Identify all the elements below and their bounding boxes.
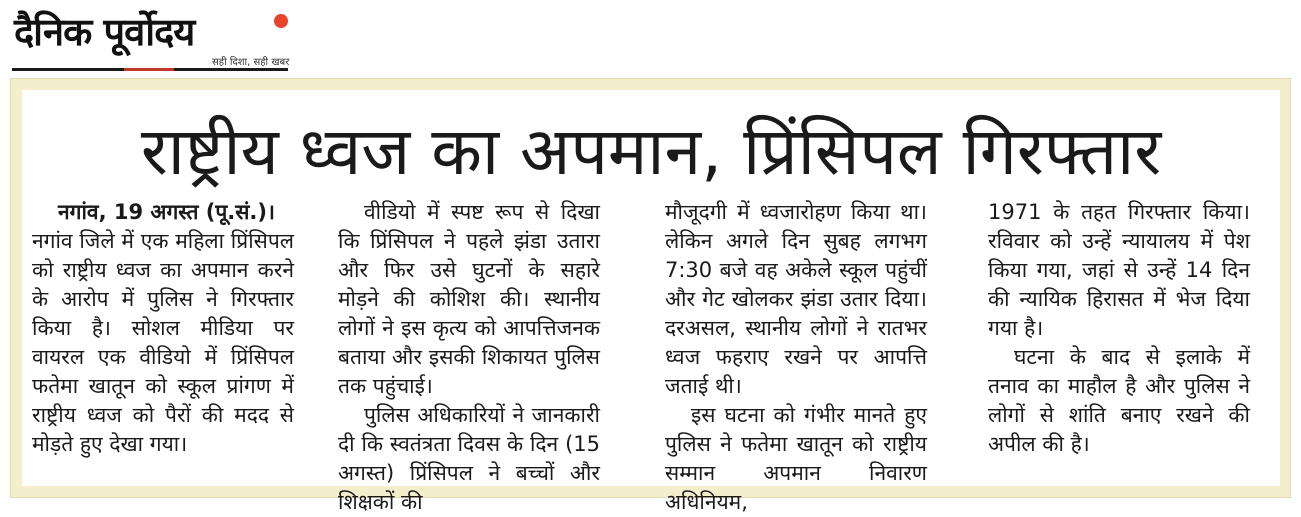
- article-headline: राष्ट्रीय ध्वज का अपमान, प्रिंसिपल गिरफ्तार: [140, 113, 1162, 190]
- article-paragraph: [32, 198, 294, 227]
- article-paragraph: घटना के बाद से इलाके में तनाव का माहौल है और पुलिस ने लोगों से शांति बनाए रखने की अपील की है।: [988, 345, 1250, 456]
- article-paragraph: 1971 के तहत गिरफ्तार किया। रविवार को उन्हें न्यायालय में पेश किया गया, जहां से उन्हें 14 दिन की न्यायिक हिरासत में भेज दिया गया है।: [988, 200, 1250, 340]
- article-column-2: [338, 198, 600, 517]
- article-paragraph: वीडियो में स्पष्ट रूप से दिखा कि प्रिंसिपल ने पहले झंडा उतारा और फिर उसे घुटनों के सहारे मोड़ने की कोशिश की। स्थानीय लोगों ने इस कृत्य को आपत्तिजनक बताया और इसकी शिकायत पुलिस तक पहुंचाई।: [338, 200, 600, 398]
- article-paragraph: पुलिस अधिकारियों ने जानकारी दी कि स्वतंत्रता दिवस के दिन (15 अगस्त) प्रिंसिपल ने बच्चों और शिक्षकों की: [338, 403, 600, 514]
- article-paragraph: इस घटना को गंभीर मानते हुए पुलिस ने फतेमा खातून को राष्ट्रीय सम्मान अपमान निवारण अधिनियम,: [665, 403, 927, 514]
- masthead: [12, 4, 288, 72]
- tagline: सही दिशा, सही खबर: [212, 57, 290, 68]
- dateline: नगांव, 19 अगस्त (पू.सं.)।: [58, 200, 275, 224]
- article-column-4: [988, 198, 1250, 459]
- article-card: [22, 90, 1280, 514]
- logo-dot-icon: [274, 14, 288, 28]
- newspaper-logo: दैनिक पूर्वोदय: [14, 10, 195, 54]
- article-column-3: [665, 198, 927, 517]
- article-column-1: [32, 198, 294, 459]
- masthead-rule-accent: [124, 68, 174, 71]
- article-paragraph: मौजूदगी में ध्वजारोहण किया था। लेकिन अगले दिन सुबह लगभग 7:30 बजे वह अकेले स्कूल पहुंचीं और गेट खोलकर झंडा उतार दिया। दरअसल, स्थानीय लोगों ने रातभर ध्वज फहराए रखने पर आपत्ति जताई थी।: [665, 200, 927, 398]
- article-paragraph: नगांव जिले में एक महिला प्रिंसिपल को राष्ट्रीय ध्वज का अपमान करने के आरोप में पुलिस ने गिरफ्तार किया है। सोशल मीडिया पर वायरल एक वीडियो में प्रिंसिपल फतेमा खातून को स्कूल प्रांगण में राष्ट्रीय ध्वज को पैरों की मदद से मोड़ते हुए देखा गया।: [32, 229, 294, 456]
